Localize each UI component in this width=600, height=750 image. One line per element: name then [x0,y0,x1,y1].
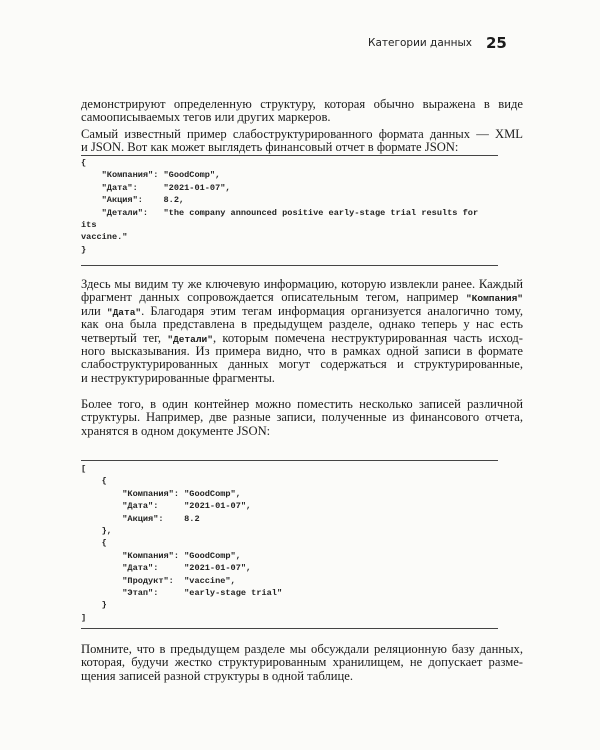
text-segment: , которым помечена неструктурированная часть исход- [212,330,523,345]
text-segment: и неструктурированные фрагменты. [81,370,275,385]
text-line [81,398,523,411]
code-line: } [81,244,87,255]
text-line [81,278,523,291]
text-line [81,670,523,683]
text-segment: щения записей разной структуры в одной таблице. [81,668,353,683]
text-line [81,318,523,331]
code-line: "Продукт": "vaccine", [81,575,236,586]
text-line [81,358,523,371]
text-segment: Здесь мы видим ту же ключевую информацию, которую извлекли ранее. Каждый [81,277,523,291]
code-block [81,463,282,624]
code-rule-top [81,460,498,461]
paragraph [81,128,523,155]
text-segment: четвертый тег, [81,330,168,345]
code-line: "Этап": "early-stage trial" [81,587,283,598]
paragraph [81,98,523,125]
paragraph [81,643,523,683]
code-block [81,157,478,256]
text-line [81,425,523,438]
text-segment: . Благодаря этим тегам информация организуется аналогично тому, [141,303,523,318]
code-line: its [81,219,97,230]
text-segment: фрагмент данных сопровождается описательным тегом, например [81,290,466,305]
text-segment: самоописываемых тегов или других маркеров. [81,110,331,125]
text-segment: как она была представлена в предыдущем разделе, однако теперь у нас есть [81,317,523,332]
code-line: { [81,476,107,487]
inline-code: "Компания" [465,293,523,305]
code-line: "Акция": 8.2, [81,195,185,206]
text-segment: которая, будучи жестко структурированным хранилищем, не допускает разме- [81,655,523,670]
text-line [81,332,523,345]
code-line: "Дата": "2021-01-07", [81,182,231,193]
text-line [81,345,523,358]
text-segment: слабоструктурированных данных могут содержаться и структурированные, [81,357,523,372]
text-segment: хранятся в одном документе JSON: [81,423,271,438]
text-line [81,411,523,424]
text-segment: структуры. Например, две разные записи, полученные из финансового отчета, [81,410,523,425]
text-line [81,372,523,385]
code-line: "Компания": "GoodComp", [81,170,221,181]
code-line: "Дата": "2021-01-07", [81,501,252,512]
code-rule-top [81,155,498,156]
code-line: "Детали": "the company announced positive early-stage trial results for [81,207,479,218]
code-line: [ [81,464,87,474]
text-line [81,98,523,111]
code-line: vaccine." [81,232,128,243]
text-segment: ного высказывания. Из примера видно, что в рамках одной записи в формате [81,343,523,358]
code-line: "Акция": 8.2 [81,513,200,524]
code-line: { [81,158,87,168]
code-line: { [81,538,107,549]
text-line [81,141,523,154]
inline-code: "Детали" [167,333,213,345]
paragraph [81,278,523,385]
inline-code: "Дата" [106,306,142,318]
text-line [81,111,523,124]
text-segment: Самый известный пример слабоструктурированного формата данных — XML [81,127,523,141]
code-line: }, [81,525,112,536]
text-segment: Помните, что в предыдущем разделе мы обсуждали реляционную базу данных, [81,642,523,656]
text-line [81,305,523,318]
code-rule-bottom [81,265,498,266]
text-segment: Более того, в один контейнер можно поместить несколько записей различной [81,397,523,411]
text-segment: или [81,303,107,318]
code-line: "Дата": "2021-01-07", [81,563,252,574]
running-title: Категории данных [368,37,472,49]
page-number: 25 [486,34,507,52]
code-rule-bottom [81,628,498,629]
text-line [81,128,523,141]
text-line [81,643,523,656]
text-line [81,656,523,669]
text-line [81,291,523,304]
code-line: ] [81,612,87,623]
code-line: "Компания": "GoodComp", [81,550,241,561]
code-line: } [81,600,107,611]
paragraph [81,398,523,438]
code-line: "Компания": "GoodComp", [81,488,241,499]
text-segment: и JSON. Вот как может выглядеть финансовый отчет в формате JSON: [81,140,459,155]
text-segment: демонстрируют определенную структуру, которая обычно выражена в виде [81,97,523,111]
